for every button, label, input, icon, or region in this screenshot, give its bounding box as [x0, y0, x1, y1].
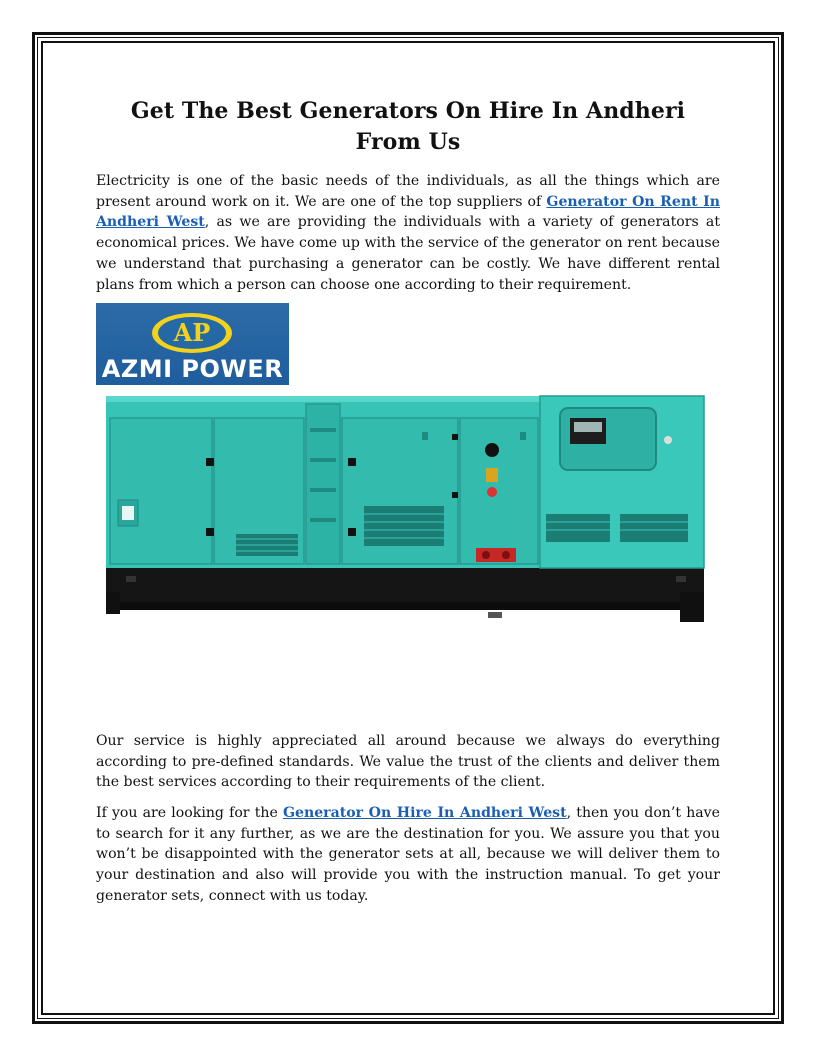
logo-brand-text: AZMI POWER: [101, 355, 284, 383]
generator-on-hire-link[interactable]: Generator On Hire In Andheri West: [282, 805, 567, 821]
closing-paragraph: [96, 803, 720, 907]
emblem-letters: AP: [173, 318, 211, 347]
ap-emblem-icon: [148, 311, 236, 355]
closing-text-end: , then you don’t have to search for it any further, as we are the destination for you. We assure you that you won’t be disappointed with the generator sets at all, because we will deliver them to your destination and also will provide you with the instruction manual. To get your generator sets, connect with us today.: [96, 805, 720, 904]
page-title: Get The Best Generators On Hire In Andheri From Us: [130, 98, 686, 155]
azmi-power-logo: [96, 303, 289, 385]
intro-text-end: , as we are providing the individuals with a variety of generators at economical prices. We have come up with the service of the generator on rent because we understand that purchasing a generator can be costly. We have different rental plans from which a person can choose one according to their requirement.: [96, 214, 721, 293]
document-body: [96, 96, 720, 295]
intro-paragraph: [96, 171, 720, 295]
intro-text-start: Electricity is one of the basic needs of the individuals, as all the things which are present around work on it. We are one of the top suppliers of: [96, 173, 720, 210]
closing-paragraph-wrap: [96, 803, 720, 907]
closing-text-start: If you are looking for the: [96, 805, 283, 821]
generator-image: [96, 388, 720, 626]
service-paragraph: Our service is highly appreciated all around because we always do everything according to pre-defined standards. We value the trust of the clients and deliver them the best services according to their requirements of the client.: [96, 733, 720, 791]
service-paragraph-wrap: [96, 731, 720, 793]
generator-on-rent-link[interactable]: Generator On Rent In Andheri West: [96, 193, 720, 231]
